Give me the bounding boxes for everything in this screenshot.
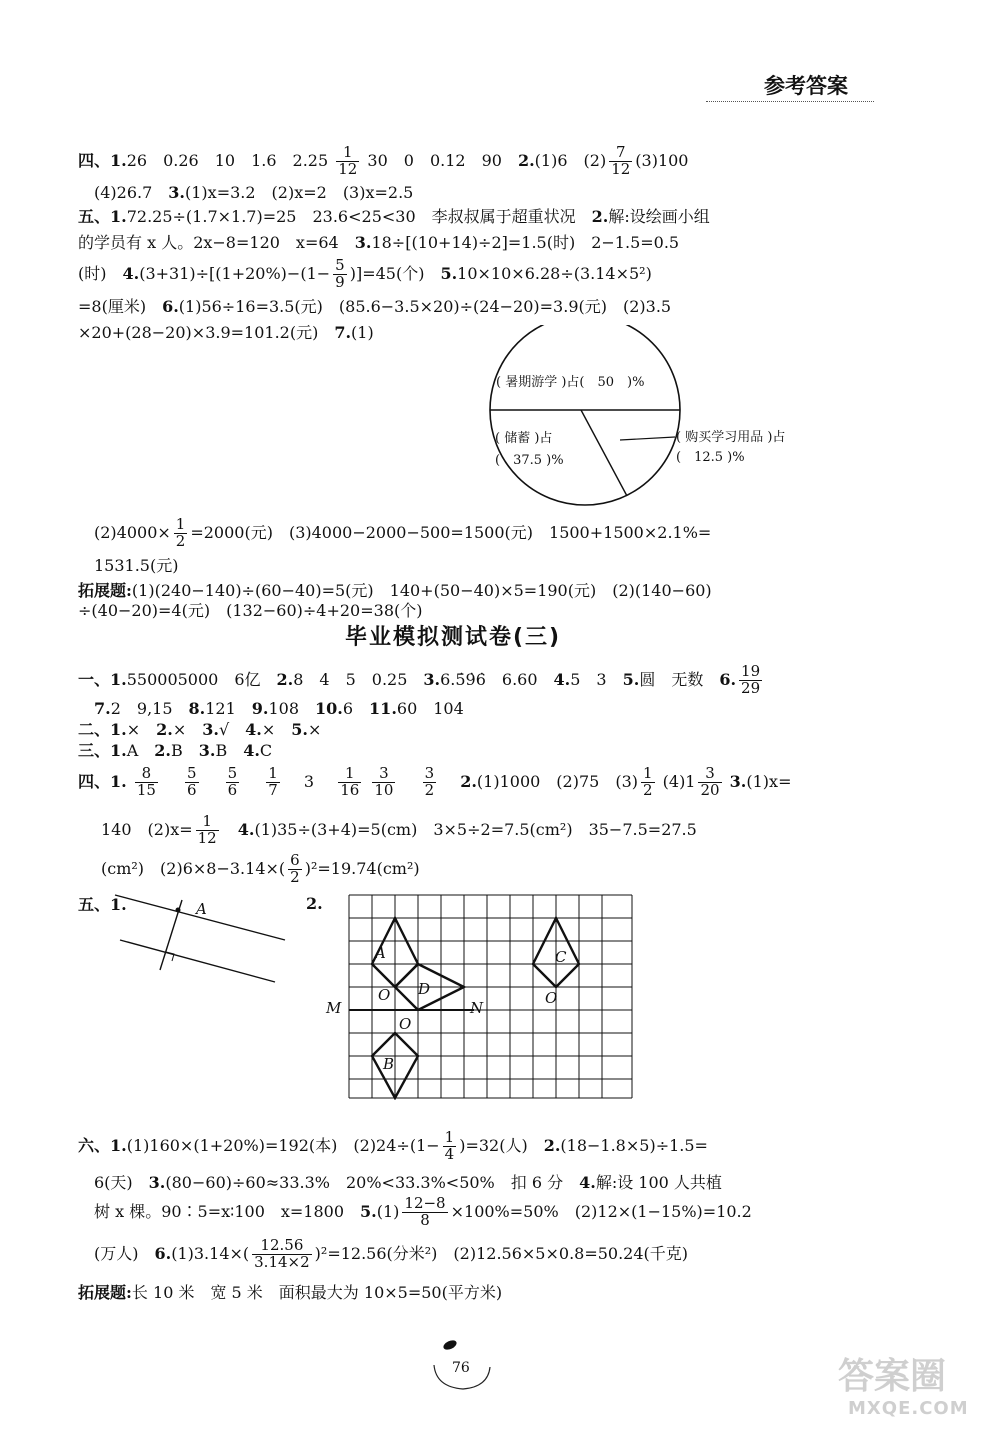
page-header-title: 参考答案: [764, 74, 848, 98]
label-shape-b: B: [383, 1055, 395, 1073]
pie-label-savings: ( 储蓄 )占: [495, 431, 553, 446]
sec5-line5: ×20+(28−20)×3.9=101.2(元) 7.(1): [78, 323, 374, 342]
sec4-line1: 四、1.26 0.26 10 1.6 2.25 $\frac{1}{12}$ 30 0 0.12 90 2.(1)6 (2) $\frac{7}{12}$ (3)100: [78, 143, 689, 178]
header-divider: [706, 101, 874, 102]
ext-line1: 拓展题:(1)(240−140)÷(60−40)=5(元) 140+(50−40)×5=190(元) (2)(140−60): [78, 581, 712, 600]
s4-line2: 140 (2)x= $\frac{1}{12}$ 4.(1)35÷(3+4)=5(cm) 3×5÷2=7.5(cm²) 35−7.5=27.5: [101, 812, 697, 847]
s5-q2-label: 2.: [306, 894, 323, 913]
label-o3: O: [545, 989, 558, 1007]
watermark-logo-text: 答案圈: [838, 1356, 947, 1397]
s6-line4: (万人) 6.(1)3.14×( $\frac{12.56}{3.14\times 2}$ )²=12.56(分米²) (2)12.56×5×0.8=50.24(千克): [94, 1236, 689, 1271]
sec5-line2: 的学员有 x 人。2x−8=120 x=64 3.18÷[(10+14)÷2]=1.5(时) 2−1.5=0.5: [78, 233, 680, 252]
label-shape-a: A: [375, 944, 386, 962]
s2-line: 二、1.× 2.× 3.√ 4.× 5.×: [78, 720, 322, 739]
label-o1: O: [378, 986, 391, 1004]
page-number: 76: [452, 1360, 470, 1376]
sec5-line6: (2)4000× $\frac{1}{2}$ =2000(元) (3)4000−2000−500=1500(元) 1500+1500×2.1%=: [94, 515, 712, 550]
parallel-line: [120, 940, 275, 982]
point-a: [176, 908, 181, 913]
label-shape-c: C: [555, 948, 567, 966]
label-shape-d: D: [418, 980, 431, 998]
s1-line1: 一、1.550005000 6亿 2.8 4 5 0.25 3.6.5̇9̇6̇ 6.60 4.5 3 5.圆 无数 6. $\frac{19}{29}$: [78, 662, 761, 697]
sec5-line4: =8(厘米) 6.(1)56÷16=3.5(元) (85.6−3.5×20)÷(24−20)=3.9(元) (2)3.5: [78, 297, 672, 316]
ext-line2: ÷(40−20)=4(元) (132−60)÷4+20=38(个): [78, 601, 423, 620]
label-point-a: A: [196, 900, 207, 918]
label-m: M: [326, 999, 342, 1017]
sec5-line1: 五、1.72.25÷(1.7×1.7)=25 23.6<25<30 李叔叔属于超重状况 2.解:设绘画小组: [78, 207, 710, 226]
sec4-line2: (4)26.7 3.(1)x=3.2 (2)x=2 (3)x=2.5: [94, 183, 414, 202]
sec5-line3: (时) 4.(3+31)÷[(1+20%)−(1− $\frac{5}{9}$ )]=45(个) 5.10×10×6.28÷(3.14×5²): [78, 256, 652, 291]
s6-line2: 6(天) 3.(80−60)÷60≈33.3% 20%<33.3%<50% 扣 6 分 4.解:设 100 人共植: [94, 1173, 722, 1192]
s5-label: 五、1.: [78, 895, 127, 914]
pie-circle: [490, 325, 680, 505]
s6-line1: 六、1.(1)160×(1+20%)=192(本) (2)24÷(1− $\frac{1}{4}$ )=32(人) 2.(18−1.8×5)÷1.5=: [78, 1128, 708, 1163]
pie-leader-line: [620, 437, 675, 440]
s6-line3: 树 x 棵。90∶5=x∶100 x=1800 5.(1) $\frac{12-8}{8}$ ×100%=50% (2)12×(1−15%)=10.2: [94, 1194, 752, 1229]
pie-label-savings-pct: ( 37.5 )%: [495, 453, 564, 468]
pie-divider-slice: [581, 410, 627, 496]
s6-ext-line: 拓展题:长 10 米 宽 5 米 面积最大为 10×5=50(平方米): [78, 1283, 503, 1302]
label-n: N: [470, 999, 484, 1017]
s4-line3: (cm²) (2)6×8−3.14×( $\frac{6}{2}$ )²=19.74(cm²): [101, 851, 420, 886]
pie-label-supplies-pct: ( 12.5 )%: [676, 450, 745, 465]
pie-chart: [470, 325, 810, 515]
pie-label-study-trip: ( 暑期游学 )占( 50 )%: [496, 375, 645, 390]
label-o2: O: [399, 1015, 412, 1033]
s3-line: 三、1.A 2.B 3.B 4.C: [78, 741, 273, 760]
sec5-line7: 1531.5(元): [94, 556, 179, 575]
s1-line2: 7.2 9,15 8.121 9.108 10.6 11.60 104: [94, 699, 464, 718]
s4-line1: 四、1. $\frac{8}{15}$ $\frac{5}{6}$ $\frac{5}{6}$ $\frac{1}{7}$ 3 $\frac{1}{16}$ $\frac{3}{10}$ $\frac{3}{2}$ 2.(1)1000 (2)75 (3) $\frac{1}{2}$ (4)1 $\frac{3}{20}$ 3.(1)x=: [78, 764, 792, 799]
watermark-url: MXQE.COM: [848, 1398, 969, 1419]
exam-title: 毕业模拟测试卷(三): [345, 625, 562, 650]
pie-label-supplies: ( 购买学习用品 )占: [676, 430, 786, 445]
